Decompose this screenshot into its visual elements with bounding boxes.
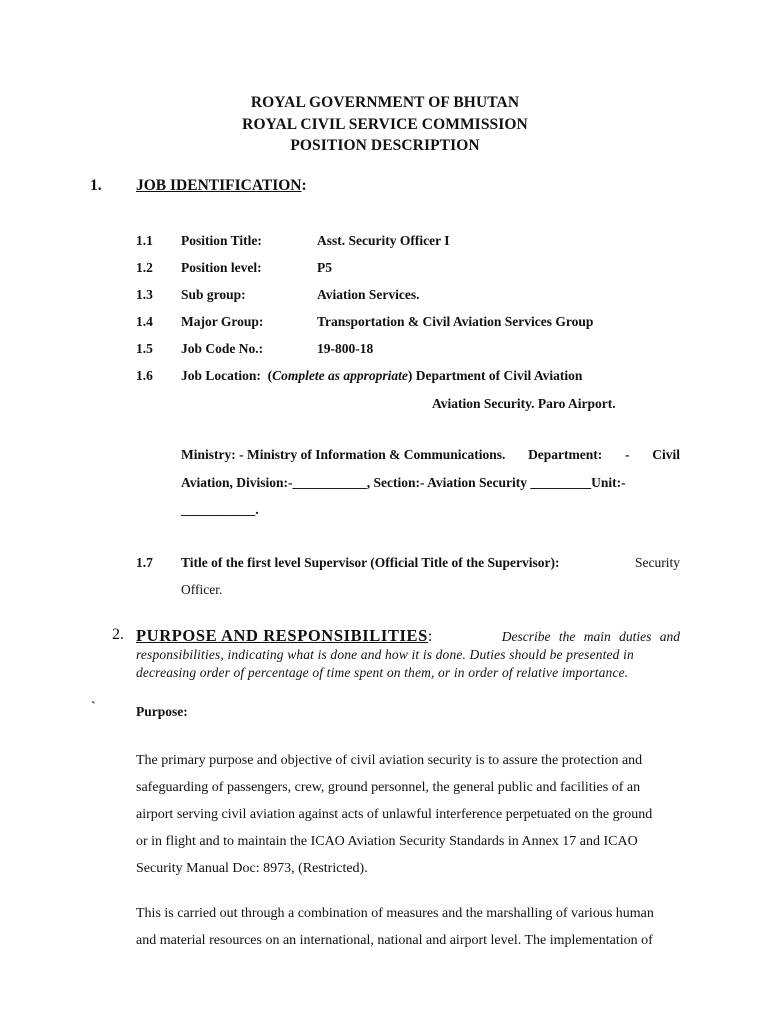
paragraph-line: airport serving civil aviation against acts of unlawful interference perpetuated on the ground [136, 807, 653, 822]
job-location-value-line2: Aviation Security. Paro Airport. [432, 396, 616, 411]
field-number: 1.3 [136, 287, 153, 302]
department-dash: - [625, 447, 630, 462]
field-value: Transportation & Civil Aviation Services Group [317, 314, 594, 329]
stray-backtick: ` [91, 700, 96, 715]
header-line-position-description: POSITION DESCRIPTION [290, 137, 480, 154]
section-2-desc-line1: Describe the main duties and [501, 629, 680, 644]
section-2-desc-line2: responsibilities, indicating what is done and how it is done. Duties should be presented in [136, 647, 634, 662]
field-value: 19-800-18 [317, 341, 374, 356]
department-label: Department: [528, 447, 603, 462]
field-number: 1.6 [136, 368, 153, 383]
job-location-value: Department of Civil Aviation [415, 368, 583, 383]
field-label: Sub group: [181, 287, 246, 302]
paragraph-line: safeguarding of passengers, crew, ground personnel, the general public and facilities of an [136, 780, 641, 795]
field-label: Position Title: [181, 233, 262, 248]
job-location-line [181, 368, 582, 384]
section-1-title: JOB IDENTIFICATION [136, 177, 302, 194]
supervisor-value-line2: Officer. [181, 582, 223, 597]
supervisor-label: Title of the first level Supervisor (Official Title of the Supervisor): [181, 555, 560, 570]
paragraph-line: This is carried out through a combination of measures and the marshalling of various human [136, 906, 654, 921]
header-line-government: ROYAL GOVERNMENT OF BHUTAN [250, 94, 520, 111]
paren-open: ( [267, 368, 273, 383]
job-location-label: Job Location: [181, 368, 261, 383]
section-2-title-wrap [136, 626, 432, 646]
section-1-heading [136, 177, 307, 195]
field-label: Job Code No.: [181, 341, 264, 356]
section-2-colon: : [427, 628, 433, 645]
supervisor-value: Security [635, 555, 680, 570]
supervisor-line [181, 555, 680, 571]
field-value: P5 [317, 260, 332, 275]
field-number: 1.4 [136, 314, 153, 329]
field-label: Major Group: [181, 314, 264, 329]
purpose-heading: Purpose: [136, 704, 188, 719]
section-2-heading [136, 626, 680, 646]
field-number: 1.1 [136, 233, 153, 248]
section-1-colon: : [301, 177, 307, 194]
section-1-number: 1. [90, 177, 102, 194]
paragraph-line: or in flight and to maintain the ICAO Aviation Security Standards in Annex 17 and ICAO [136, 834, 638, 849]
field-number: 1.5 [136, 341, 153, 356]
field-value: Aviation Services. [317, 287, 420, 302]
section-2-title: PURPOSE AND RESPONSIBILITIES [136, 626, 428, 645]
paren-close: ) [407, 368, 413, 383]
paragraph-line: The primary purpose and objective of civil aviation security is to assure the protection and [136, 753, 643, 768]
field-number: 1.2 [136, 260, 153, 275]
section-2-number: 2. [112, 626, 124, 643]
ministry-line-3: ___________. [181, 502, 259, 517]
department-civil: Civil [652, 447, 680, 462]
ministry-line-1 [181, 447, 680, 463]
field-number: 1.7 [136, 555, 153, 570]
job-location-hint: Complete as appropriate [272, 368, 408, 383]
field-label: Position level: [181, 260, 262, 275]
header-line-commission: ROYAL CIVIL SERVICE COMMISSION [242, 116, 528, 133]
field-value: Asst. Security Officer I [317, 233, 450, 248]
ministry-text: Ministry: - Ministry of Information & Communications. [181, 447, 506, 462]
paragraph-line: Security Manual Doc: 8973, (Restricted). [136, 861, 368, 876]
section-2-desc-line3: decreasing order of percentage of time spent on them, or in order of relative importance. [136, 665, 629, 680]
paragraph-line: and material resources on an international, national and airport level. The implementation of [136, 933, 653, 948]
ministry-line-2: Aviation, Division:-___________, Section:- Aviation Security _________Unit:- [181, 475, 626, 490]
